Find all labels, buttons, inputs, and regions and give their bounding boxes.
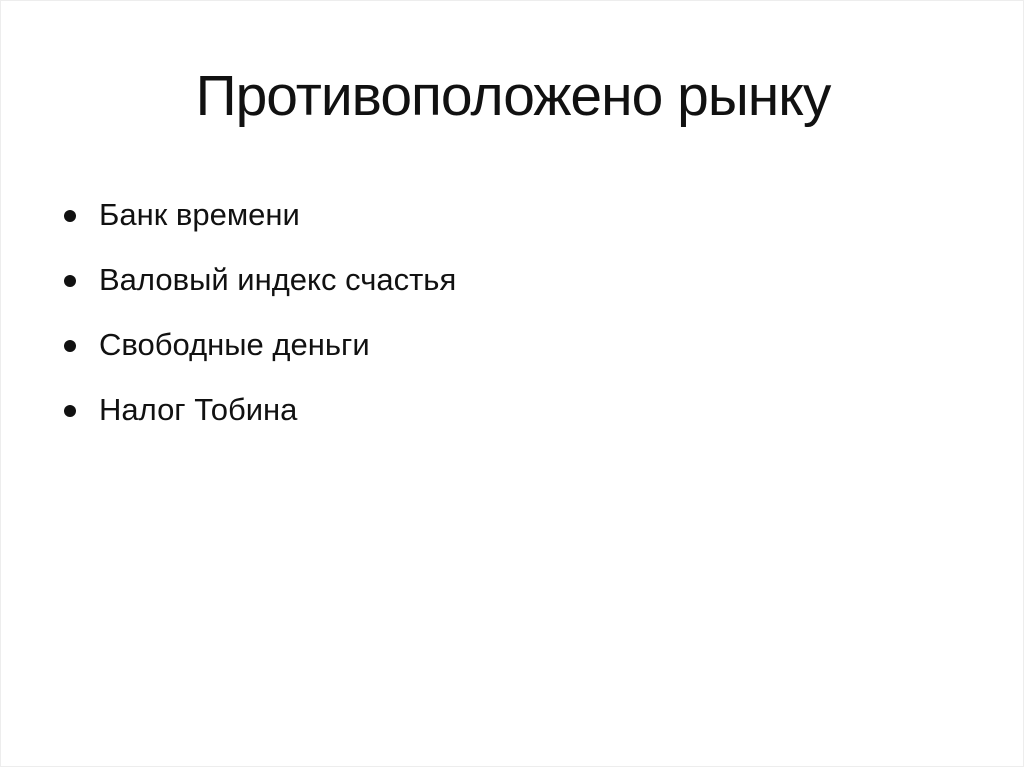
list-item [61, 182, 961, 247]
bullet-text: Свободные деньги [99, 326, 370, 362]
list-item [61, 312, 961, 377]
bullet-text: Валовый индекс счастья [99, 261, 457, 297]
list-item [61, 247, 961, 312]
slide-title: Противоположено рынку [195, 64, 831, 128]
list-item [61, 377, 961, 442]
bullet-dot-icon [64, 210, 76, 222]
bullet-text: Налог Тобина [99, 391, 298, 427]
bullet-dot-icon [64, 275, 76, 287]
bullet-dot-icon [64, 405, 76, 417]
bullet-dot-icon [64, 340, 76, 352]
bullet-text: Банк времени [99, 196, 300, 232]
bullet-list [61, 182, 961, 442]
